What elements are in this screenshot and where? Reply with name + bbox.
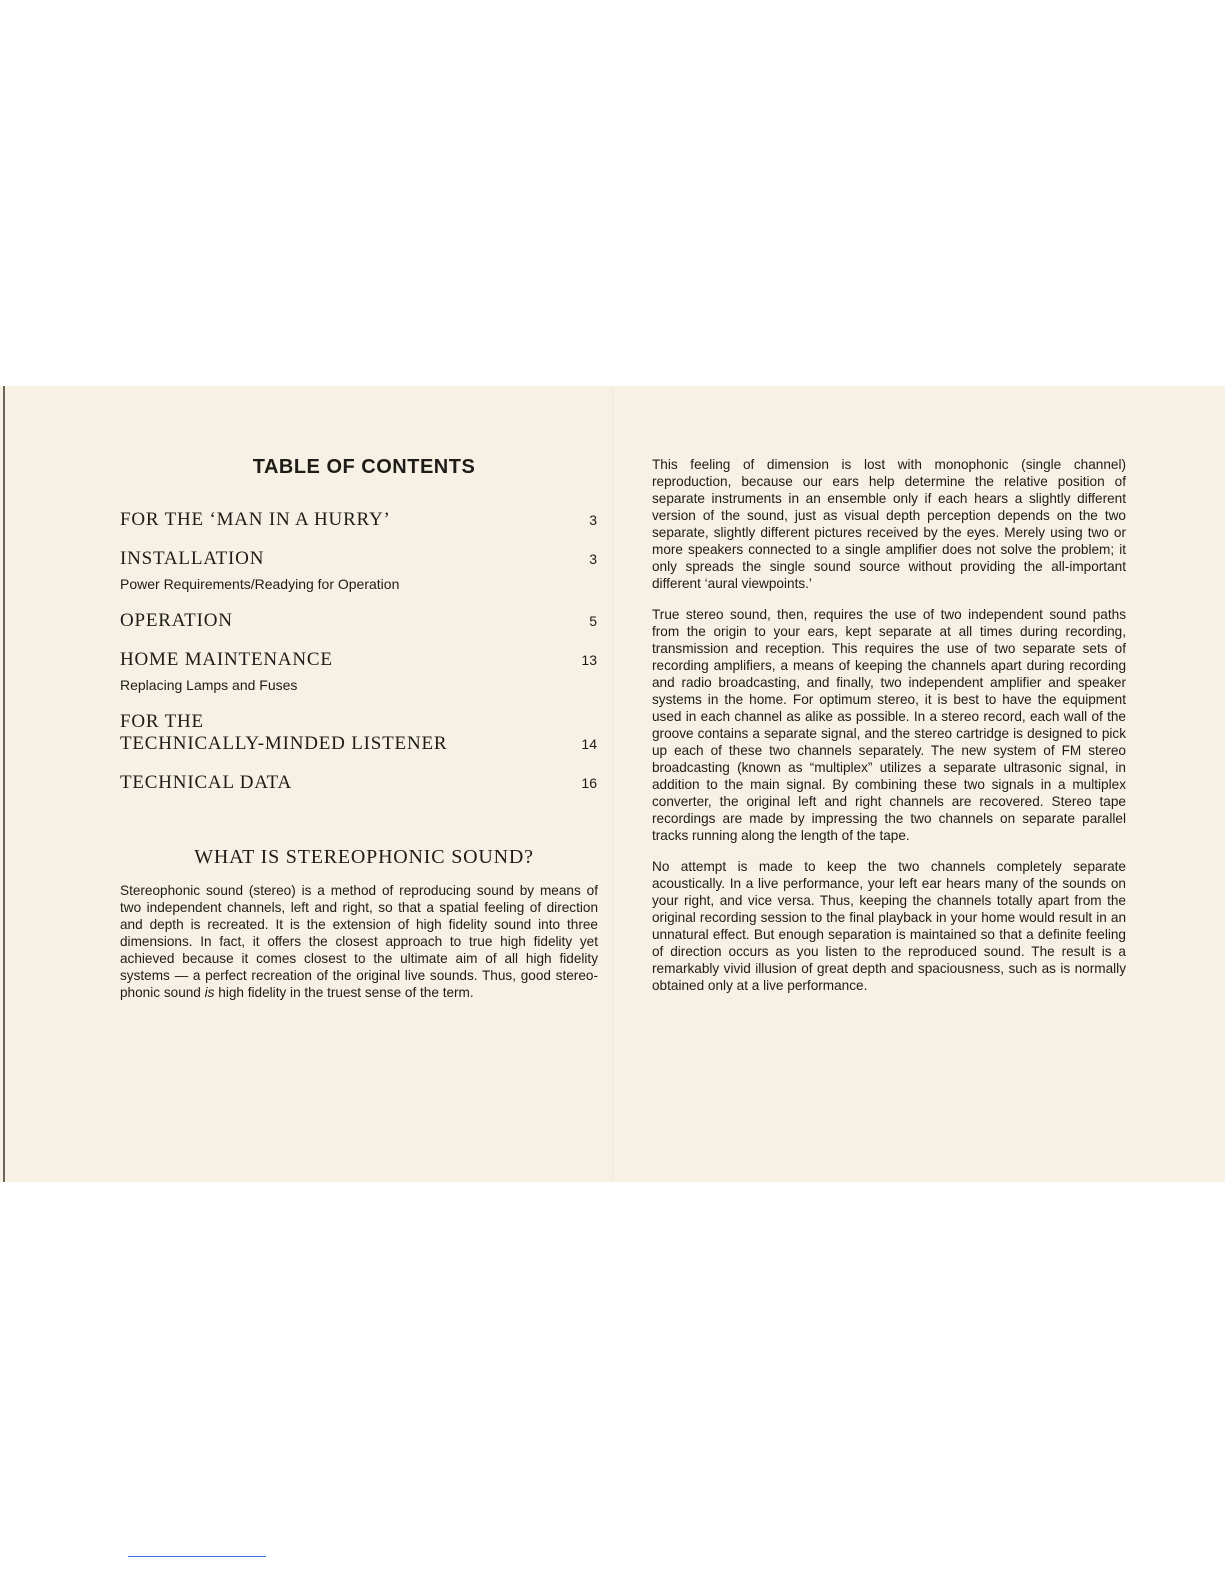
toc-heading-line-1: FOR THE <box>120 711 204 732</box>
toc-entry-technical-data <box>120 772 598 794</box>
toc-subtitle: Replacing Lamps and Fuses <box>120 677 298 693</box>
toc-page-number: 3 <box>589 512 597 528</box>
toc-entry-home-maintenance <box>120 649 598 694</box>
page-spine-edge <box>3 386 5 1182</box>
toc-entry-man-in-a-hurry <box>120 509 598 531</box>
toc-heading: INSTALLATION <box>120 548 265 569</box>
toc-entry-technically-minded-listener <box>120 711 598 755</box>
link-underline <box>128 1556 266 1557</box>
toc-page-number: 16 <box>581 775 597 791</box>
toc-page-number: 14 <box>581 736 597 752</box>
stereo-intro-paragraph <box>120 882 598 1001</box>
paragraph-text: high fidelity in the truest sense of the term. <box>214 985 474 1000</box>
toc-heading: OPERATION <box>120 610 233 631</box>
body-paragraph: True stereo sound, then, requires the use of two independent sound paths from the origin to your ears, kept separate at all times during recording, transmission and reception. This requires the use of two separate sets of recording amplifiers, a means of keeping the channels apart during recording and radio broadcasting, and finally, two independent amplifier and speaker systems in the home. For optimum stereo, it is best to have the equipment used in each channel as alike as possible. In a stereo record, each wall of the groove contains a separate signal, and the stereo cartridge is designed to pick up each of these two channels separately. The new system of FM stereo broadcasting (known as “multiplex” utilizes a separate ultrasonic signal, in addition to the main signal. By combining these two signals in a multiplex converter, the original left and right channels are recovered. Stereo tape recordings are made by impressing the two channels on separate parallel tracks running along the length of the tape. <box>652 607 1126 843</box>
toc-heading: HOME MAINTENANCE <box>120 649 333 670</box>
body-paragraph: No attempt is made to keep the two channels completely separate acoustically. In a live performance, your left ear hears many of the sounds on your right, and vice versa. Thus, keeping the channels totally apart from the original recording session to the final playback in your home would result in an unnatural effect. But enough separation is maintained so that a definite feeling of direction occurs as you listen to the reproduced sound. The result is a remarkably vivid illusion of great depth and spaciousness, such as is normally obtained only at a live performance. <box>652 859 1126 993</box>
toc-subtitle: Power Requirements/Readying for Operation <box>120 576 400 592</box>
toc-heading: TECHNICAL DATA <box>120 772 293 793</box>
toc-heading: FOR THE ‘MAN IN A HURRY’ <box>120 509 391 530</box>
center-fold <box>612 386 613 1182</box>
left-page <box>120 456 598 1015</box>
toc-page-number: 5 <box>589 613 597 629</box>
toc-page-number: 13 <box>581 652 597 668</box>
right-page <box>652 456 1126 1008</box>
section-title-stereophonic: WHAT IS STEREOPHONIC SOUND? <box>194 846 534 868</box>
toc-entry-installation <box>120 548 598 593</box>
toc-entry-operation <box>120 610 598 632</box>
manual-spread <box>0 386 1225 1182</box>
paragraph-text: Stereophonic sound (stereo) is a method of reproducing sound by means of two independent channels, left and right, so that a spatial feeling of direction and depth is recreated. It is the extension of high fidelity sound into three dimensions. In fact, it offers the closest approach to true high fidelity yet achieved because it comes closest to the ultimate aim of all high fidelity systems — a perfect recreation of the original live sounds. Thus, good stereophonic sound <box>120 883 598 1000</box>
toc-title: TABLE OF CONTENTS <box>252 456 476 478</box>
toc-heading-line-2: TECHNICALLY-MINDED LISTENER <box>120 733 448 754</box>
body-paragraph: This feeling of dimension is lost with monophonic (single channel) reproduction, because our ears help determine the relative position of separate instruments in an ensemble only if each hears a slightly different version of the sound, just as visual depth perception depends on the two separate, slightly different pictures received by the eyes. Merely using two or more speakers connected to a single amplifier does not solve the problem; it only spreads the single sound source without providing the all-important different ‘aural viewpoints.’ <box>652 457 1126 591</box>
emphasis-word: is <box>204 985 215 1000</box>
toc-page-number: 3 <box>589 551 597 567</box>
